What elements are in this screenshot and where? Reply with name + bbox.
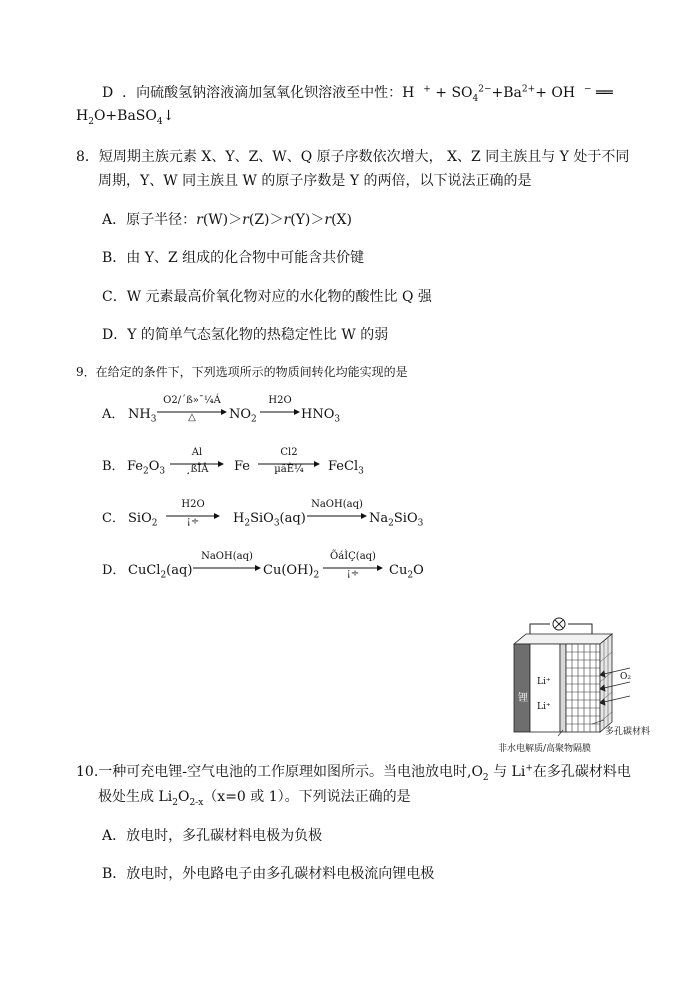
- q7-option-d-cont: $H_2O+BaSO_4↓$: [76, 108, 175, 127]
- q8-option-b: B．由 Y、Z 组成的化合物中可能含共价键: [102, 250, 365, 266]
- q9c-na2sio3: $Na_2SiO_3$: [369, 511, 424, 529]
- q9b-fecl3: FeCl$_3$: [328, 459, 364, 477]
- arrow-right-icon: [307, 512, 367, 520]
- q9d-cuoh2: $Cu(OH)_2$: [263, 563, 320, 581]
- q10-option-b: B．放电时，外电路电子由多孔碳材料电极流向锂电极: [102, 866, 435, 882]
- q10-stem-line2: 极处生成 $Li_2O_{2-x}(x=0$ 或 1）。下列说法正确的是: [98, 789, 411, 808]
- q9-option-c-label: C．: [102, 511, 125, 526]
- q9-option-a-label: A．: [102, 407, 125, 422]
- q9a-nh3: $NH_3$: [128, 407, 157, 425]
- q9a-arrow-2: H2O: [260, 395, 300, 425]
- q8-option-a: A．原子半径：r(W)＞r(Z)＞r(Y)＞r(X): [102, 212, 352, 228]
- label-li-ion-2: Li⁺: [537, 702, 551, 712]
- q9c-h2sio3: $H_2SiO_3(aq)$: [233, 511, 306, 529]
- q9d-cu2o: $Cu_2O$: [389, 563, 424, 581]
- q9c-sio2: SiO$_2$: [128, 511, 158, 529]
- q9a-arrow-1: O2/´ß»¯¼Á △: [157, 395, 227, 425]
- q9b-fe: Fe: [234, 459, 251, 474]
- q8-stem-line1: 8．短周期主族元素 X、Y、Z、W、Q 原子序数依次增大， X、Z 同主族且与 Y 处于不同: [76, 149, 630, 165]
- separator-membrane: [560, 644, 566, 732]
- q7-option-d: D ．向硫酸氢钠溶液滴加氢氧化钡溶液至中性：H $^+ + SO_4^{2-}+Ba^{2+}+$ OH − ══: [102, 84, 613, 104]
- q9-stem: 9．在给定的条件下，下列选项所示的物质间转化均能实现的是: [76, 365, 408, 379]
- arrow-right-icon: [260, 408, 300, 416]
- q8-stem-line2: 周期，Y、W 同主族且 W 的原子序数是 Y 的两倍，以下说法正确的是: [98, 173, 532, 189]
- label-li-ion-1: Li⁺: [537, 677, 551, 687]
- q9-option-d-label: D．: [102, 563, 126, 578]
- q10-option-a: A．放电时，多孔碳材料电极为负极: [102, 828, 323, 844]
- arrow-right-icon: [193, 564, 261, 572]
- q10-stem-line1: 10.一种可充电锂-空气电池的工作原理如图所示。当电池放电时$,O_2$ 与 Li+在多孔碳材料电: [76, 763, 631, 783]
- q9d-arrow-1: NaOH(aq): [193, 551, 261, 581]
- q9a-hno3: $HNO_3$: [301, 407, 341, 425]
- lithium-electrode: [514, 644, 530, 732]
- q9c-arrow-2: NaOH(aq): [307, 499, 367, 529]
- q9b-fe2o3: $Fe_2O_3$: [127, 459, 166, 477]
- q9c-arrow-1: H2O ¡÷: [166, 499, 220, 529]
- label-membrane: 非水电解质/高聚物隔膜: [498, 744, 592, 754]
- q8-option-c: C．W 元素最高价氧化物对应的水化物的酸性比 Q 强: [102, 289, 432, 305]
- q9-option-b-label: B．: [102, 459, 125, 474]
- q9b-arrow-2: Cl2 µãÈ¼: [258, 447, 320, 477]
- q9d-cucl2: CuCl$_2$(aq): [128, 563, 193, 581]
- label-lithium: 锂: [518, 693, 528, 704]
- q9a-no2: $NO_2$: [229, 407, 257, 425]
- q8-option-d: D．Y 的简单气态氢化物的热稳定性比 W 的弱: [102, 327, 389, 343]
- electrolyte-region: [530, 644, 560, 732]
- label-o2: O₂: [620, 672, 631, 682]
- q9d-arrow-2: ÕáÌÇ(aq) ¡÷: [323, 551, 383, 581]
- q9b-arrow-1: Al ¸ßÎÂ: [170, 447, 224, 477]
- label-porous-carbon: 多孔碳材料: [605, 727, 651, 737]
- porous-carbon-electrode: [566, 644, 600, 732]
